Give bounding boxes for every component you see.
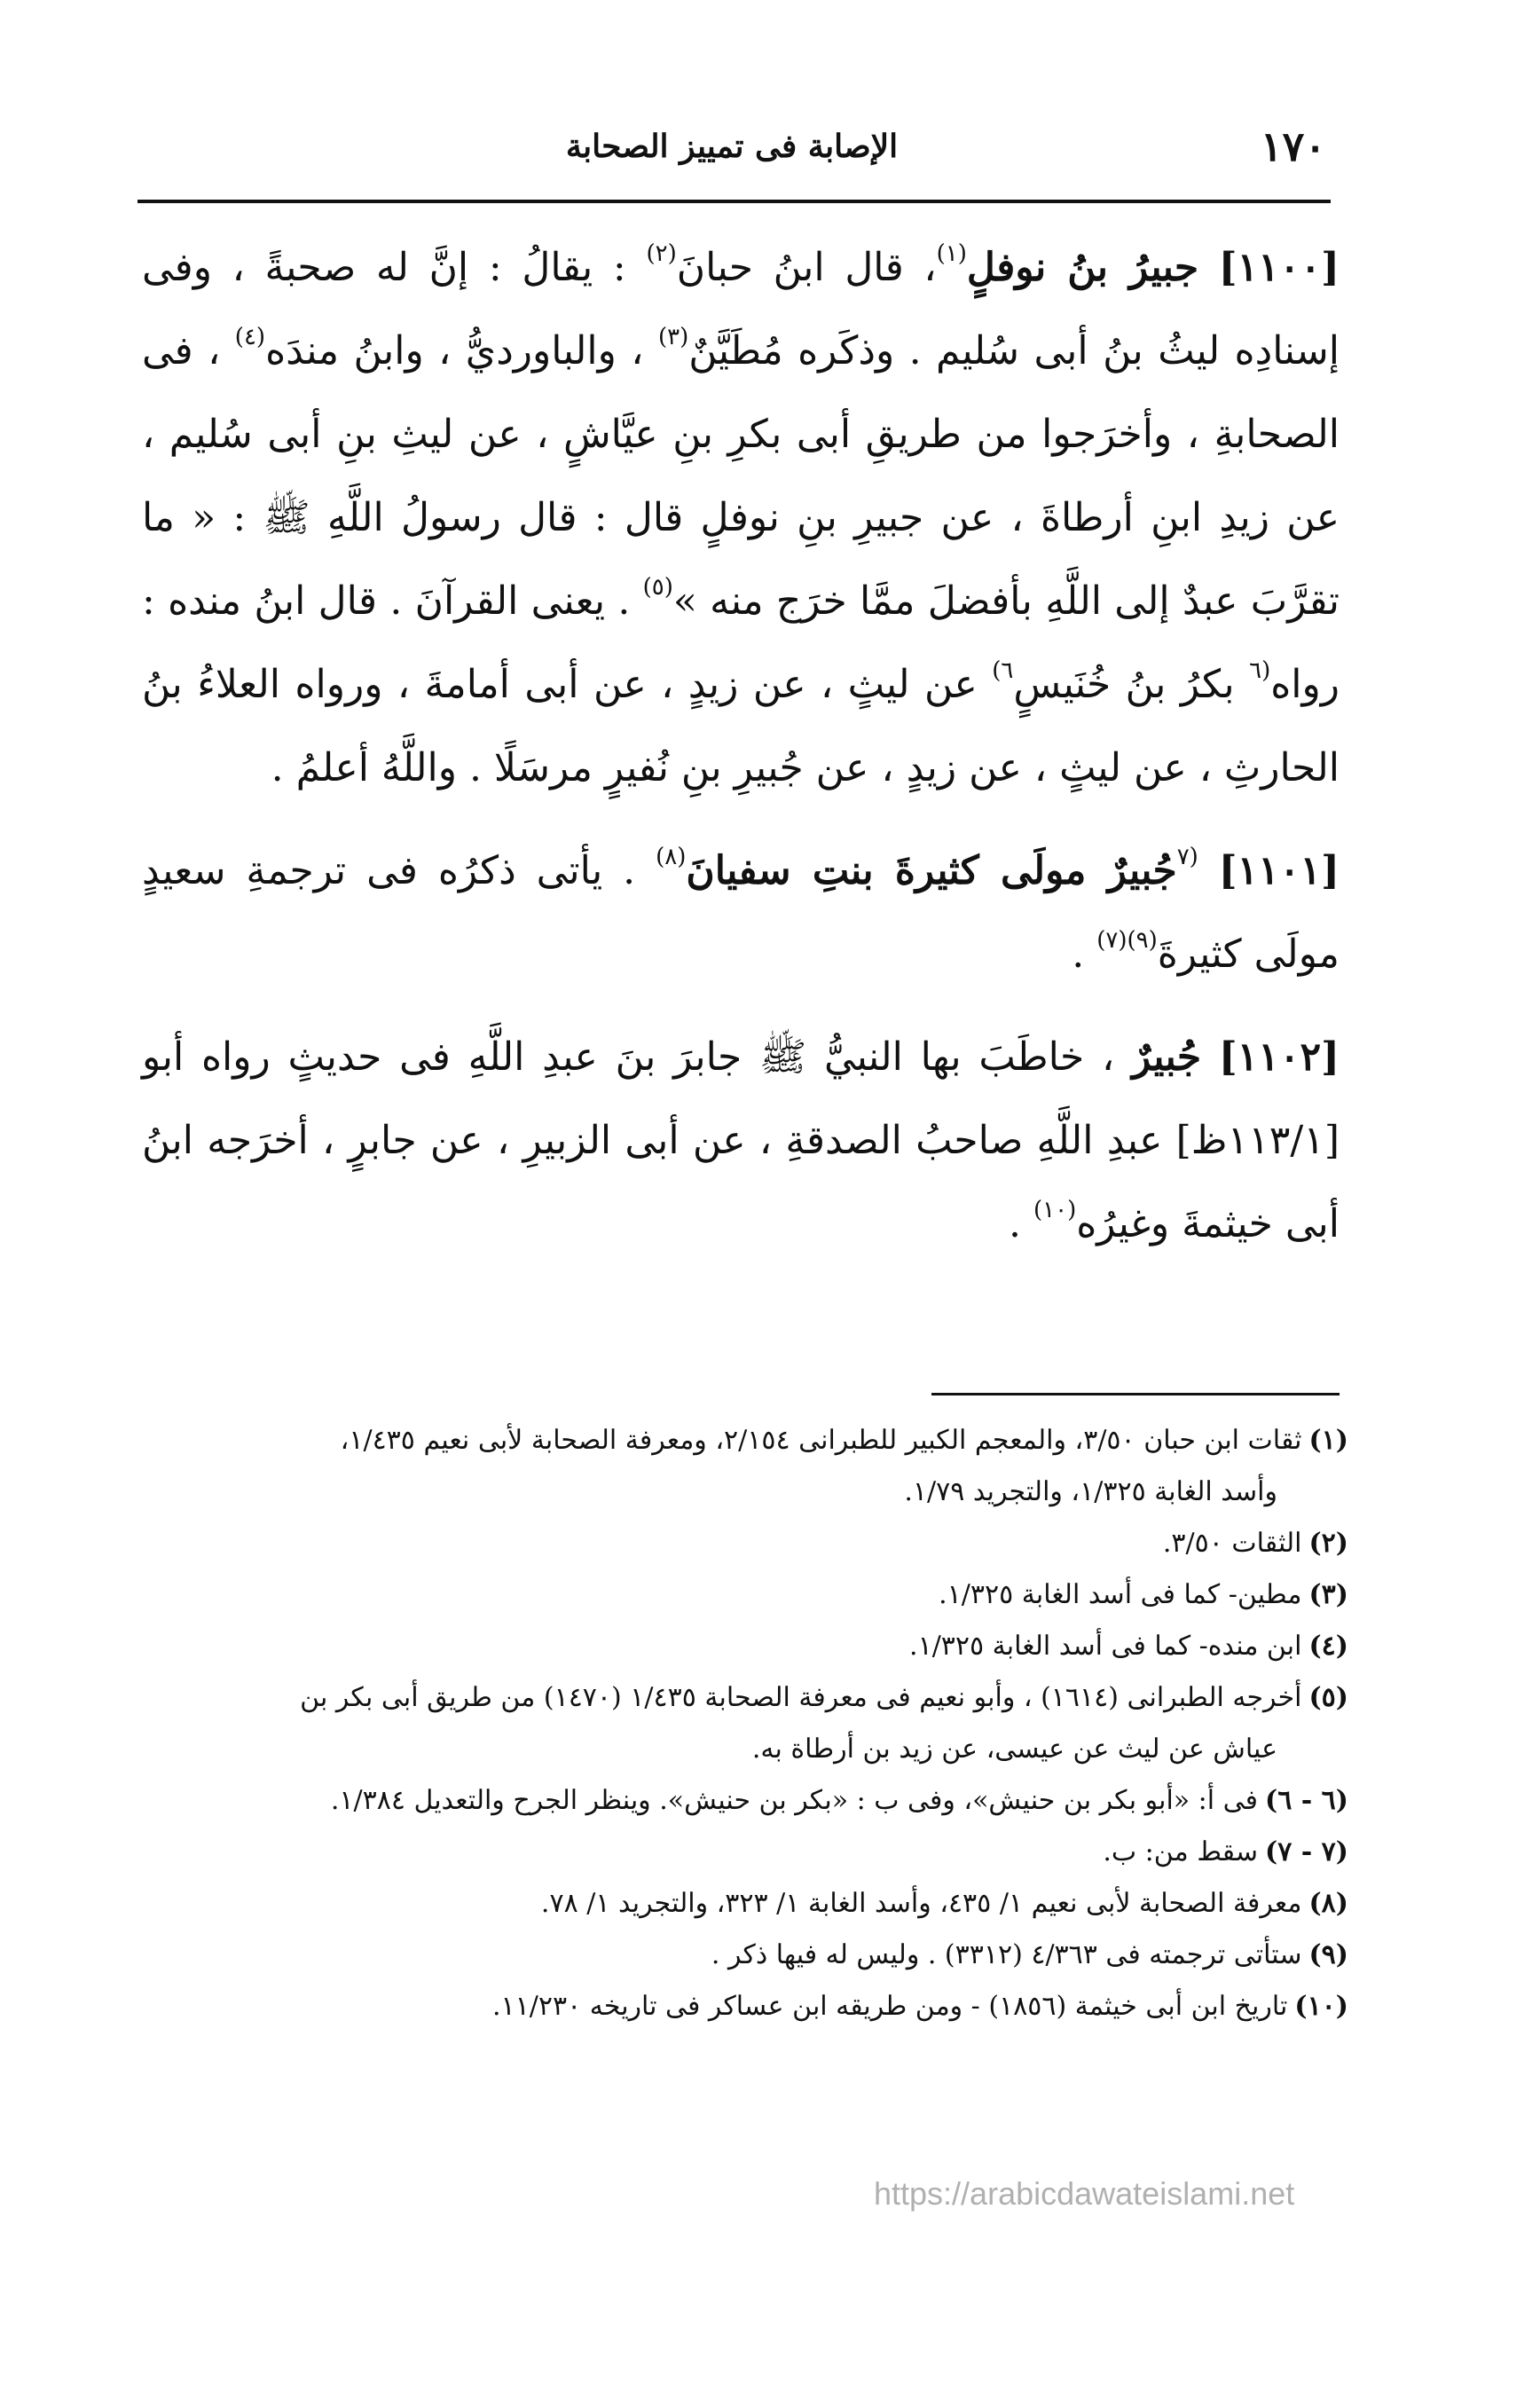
- footnote-item: [142, 1775, 1348, 1827]
- footnote-ref: (٨): [656, 844, 687, 870]
- footnote-continuation: عياش عن ليث عن عيسى، عن زيد بن أرطاة به.: [751, 1734, 1277, 1765]
- footnote-ref: (٢): [646, 240, 677, 267]
- entry-1101: [142, 829, 1340, 996]
- entry-text: .: [1009, 1201, 1033, 1246]
- footnote-ref: (١): [936, 240, 967, 267]
- footnote-text: فى أ: «أبو بكر بن حنيش»، وفى ب : «بكر بن حنيش». وينظر الجرح والتعديل ١/٣٨٤.: [330, 1785, 1258, 1816]
- footnote-item: [142, 1415, 1348, 1518]
- entry-number: [١١٠١]: [1218, 848, 1340, 893]
- footnote-text: تاريخ ابن أبى خيثمة (١٨٥٦) - ومن طريقه ابن عساكر فى تاريخه ١١/٢٣٠.: [491, 1991, 1288, 2022]
- entry-text: عن ليثٍ ، عن زيدٍ ، عن أبى أمامةَ ، ورواه العلاءُ بنُ الحارثِ ، عن ليثٍ ، عن زيدٍ ، عن جُبيرِ بنِ نُفيرٍ مرسَلًا . واللَّهُ أعلمُ .: [142, 662, 1340, 790]
- footnote-number: (٧ - ٧): [1265, 1836, 1348, 1867]
- footnote-ref: (٥): [642, 574, 673, 601]
- footnote-ref: ٦): [992, 657, 1014, 684]
- entry-text: بكرُ بنُ خُنَيسٍ: [1013, 662, 1250, 707]
- page-number: ١٧٠: [1260, 122, 1326, 170]
- footnote-number: (٢): [1308, 1528, 1348, 1559]
- footnotes-section: [142, 1415, 1348, 2032]
- footnote-item: [142, 1827, 1348, 1878]
- footnote-text: ابن منده- كما فى أسد الغابة ١/٣٢٥.: [909, 1631, 1302, 1662]
- footnote-number: (٥): [1308, 1682, 1348, 1713]
- footnote-number: (٣): [1308, 1579, 1348, 1610]
- entry-text: ، قال ابنُ حبانَ: [676, 245, 937, 290]
- footnote-ref: (٧: [1176, 844, 1198, 870]
- entry-1102: [142, 1016, 1340, 1266]
- entry-text: . يعنى القرآنَ . قال ابنُ منده : رواه: [142, 578, 1340, 707]
- footnote-rule: [931, 1393, 1340, 1395]
- entry-1100: [142, 226, 1340, 810]
- footnote-ref: (١٠): [1033, 1197, 1077, 1223]
- footnote-item: [142, 1518, 1348, 1569]
- footnote-number: (١): [1308, 1425, 1348, 1456]
- entry-text: ، والباورديُّ ، وابنُ مندَه: [265, 328, 658, 373]
- footnote-text: الثقات ٣/٥٠.: [1162, 1528, 1302, 1559]
- source-watermark: https://arabicdawateislami.net: [874, 2175, 1295, 2212]
- entry-text: . يأتى ذكرُه فى ترجمةِ سعيدٍ مولَى كثيرةَ: [142, 848, 1340, 977]
- footnote-text: مطين- كما فى أسد الغابة ١/٣٢٥.: [939, 1579, 1302, 1610]
- footnote-ref: (٣): [657, 324, 689, 350]
- entry-text: ، خاطَبَ بها النبيُّ ﷺ جابرَ بنَ عبدِ اللَّهِ فى حديثٍ رواه أبو [١١٣/١ظ] عبدِ اللَّهِ صاحبُ الصدقةِ ، عن أبى الزبيرِ ، عن جابرٍ ، أخرَجه ابنُ أبى خيثمةَ وغيرُه: [142, 1034, 1340, 1246]
- footnote-text: أخرجه الطبرانى (١٦١٤) ، وأبو نعيم فى معرفة الصحابة ١/٤٣٥ (١٤٧٠) من طريق أبى بكر بن: [300, 1682, 1302, 1713]
- page-header: [138, 115, 1326, 186]
- footnote-ref: (٤): [234, 324, 266, 350]
- footnote-item: [142, 1672, 1348, 1775]
- entry-name: جبيرُ بنُ نوفلٍ: [966, 245, 1199, 290]
- footnote-number: (٩): [1308, 1939, 1348, 1970]
- footnote-item: [142, 1878, 1348, 1930]
- footnote-text: ثقات ابن حبان ٣/٥٠، والمعجم الكبير للطبرانى ٢/١٥٤، ومعرفة الصحابة لأبى نعيم ١/٤٣٥،: [340, 1425, 1302, 1456]
- footnote-number: (٤): [1308, 1631, 1348, 1662]
- main-text: [142, 226, 1340, 1285]
- entry-number: [١١٠٢]: [1218, 1034, 1340, 1080]
- entry-text: .: [1072, 932, 1097, 977]
- entry-text: ، فى الصحابةِ ، وأخرَجوا من طريقِ أبى بكرِ بنِ عيَّاشٍ ، عن ليثِ بنِ أبى سُليم ، عن زيدِ ابنِ أرطاةَ ، عن جبيرِ بنِ نوفلٍ قال : قال رسولُ اللَّهِ ﷺ : « ما تقرَّبَ عبدٌ إلى اللَّهِ بأفضلَ ممَّا خرَج منه »: [142, 328, 1340, 624]
- entry-name: جُبيرٌ: [1131, 1034, 1202, 1080]
- header-rule: [138, 200, 1331, 203]
- footnote-number: (١٠): [1294, 1991, 1348, 2022]
- footnote-text: معرفة الصحابة لأبى نعيم ١/ ٤٣٥، وأسد الغابة ١/ ٣٢٣، والتجريد ١/ ٧٨.: [540, 1888, 1302, 1919]
- entry-text: : يقالُ : إنَّ له صحبةً ، وفى إسنادِه ليثُ بنُ أبى سُليم . وذكَره مُطَيَّنٌ: [142, 245, 1340, 373]
- footnote-item: [142, 1981, 1348, 2032]
- footnote-continuation: وأسد الغابة ١/٣٢٥، والتجريد ١/٧٩.: [904, 1476, 1277, 1507]
- entry-name: جُبيرٌ مولَى كثيرةَ بنتِ سفيانَ: [686, 848, 1177, 893]
- footnote-item: [142, 1569, 1348, 1621]
- footnote-ref: (٩)(٧): [1096, 927, 1158, 954]
- running-title: الإصابة فى تمييز الصحابة: [565, 128, 899, 165]
- entry-number: [١١٠٠]: [1218, 245, 1340, 290]
- footnote-text: سقط من: ب.: [1103, 1836, 1258, 1867]
- footnote-ref: (٦: [1249, 657, 1271, 684]
- footnote-item: [142, 1930, 1348, 1981]
- footnote-number: (٦ - ٦): [1265, 1785, 1348, 1816]
- footnote-text: ستأتى ترجمته فى ٤/٣٦٣ (٣٣١٢) . وليس له فيها ذكر .: [711, 1939, 1302, 1970]
- footnote-number: (٨): [1308, 1888, 1348, 1919]
- footnote-item: [142, 1621, 1348, 1672]
